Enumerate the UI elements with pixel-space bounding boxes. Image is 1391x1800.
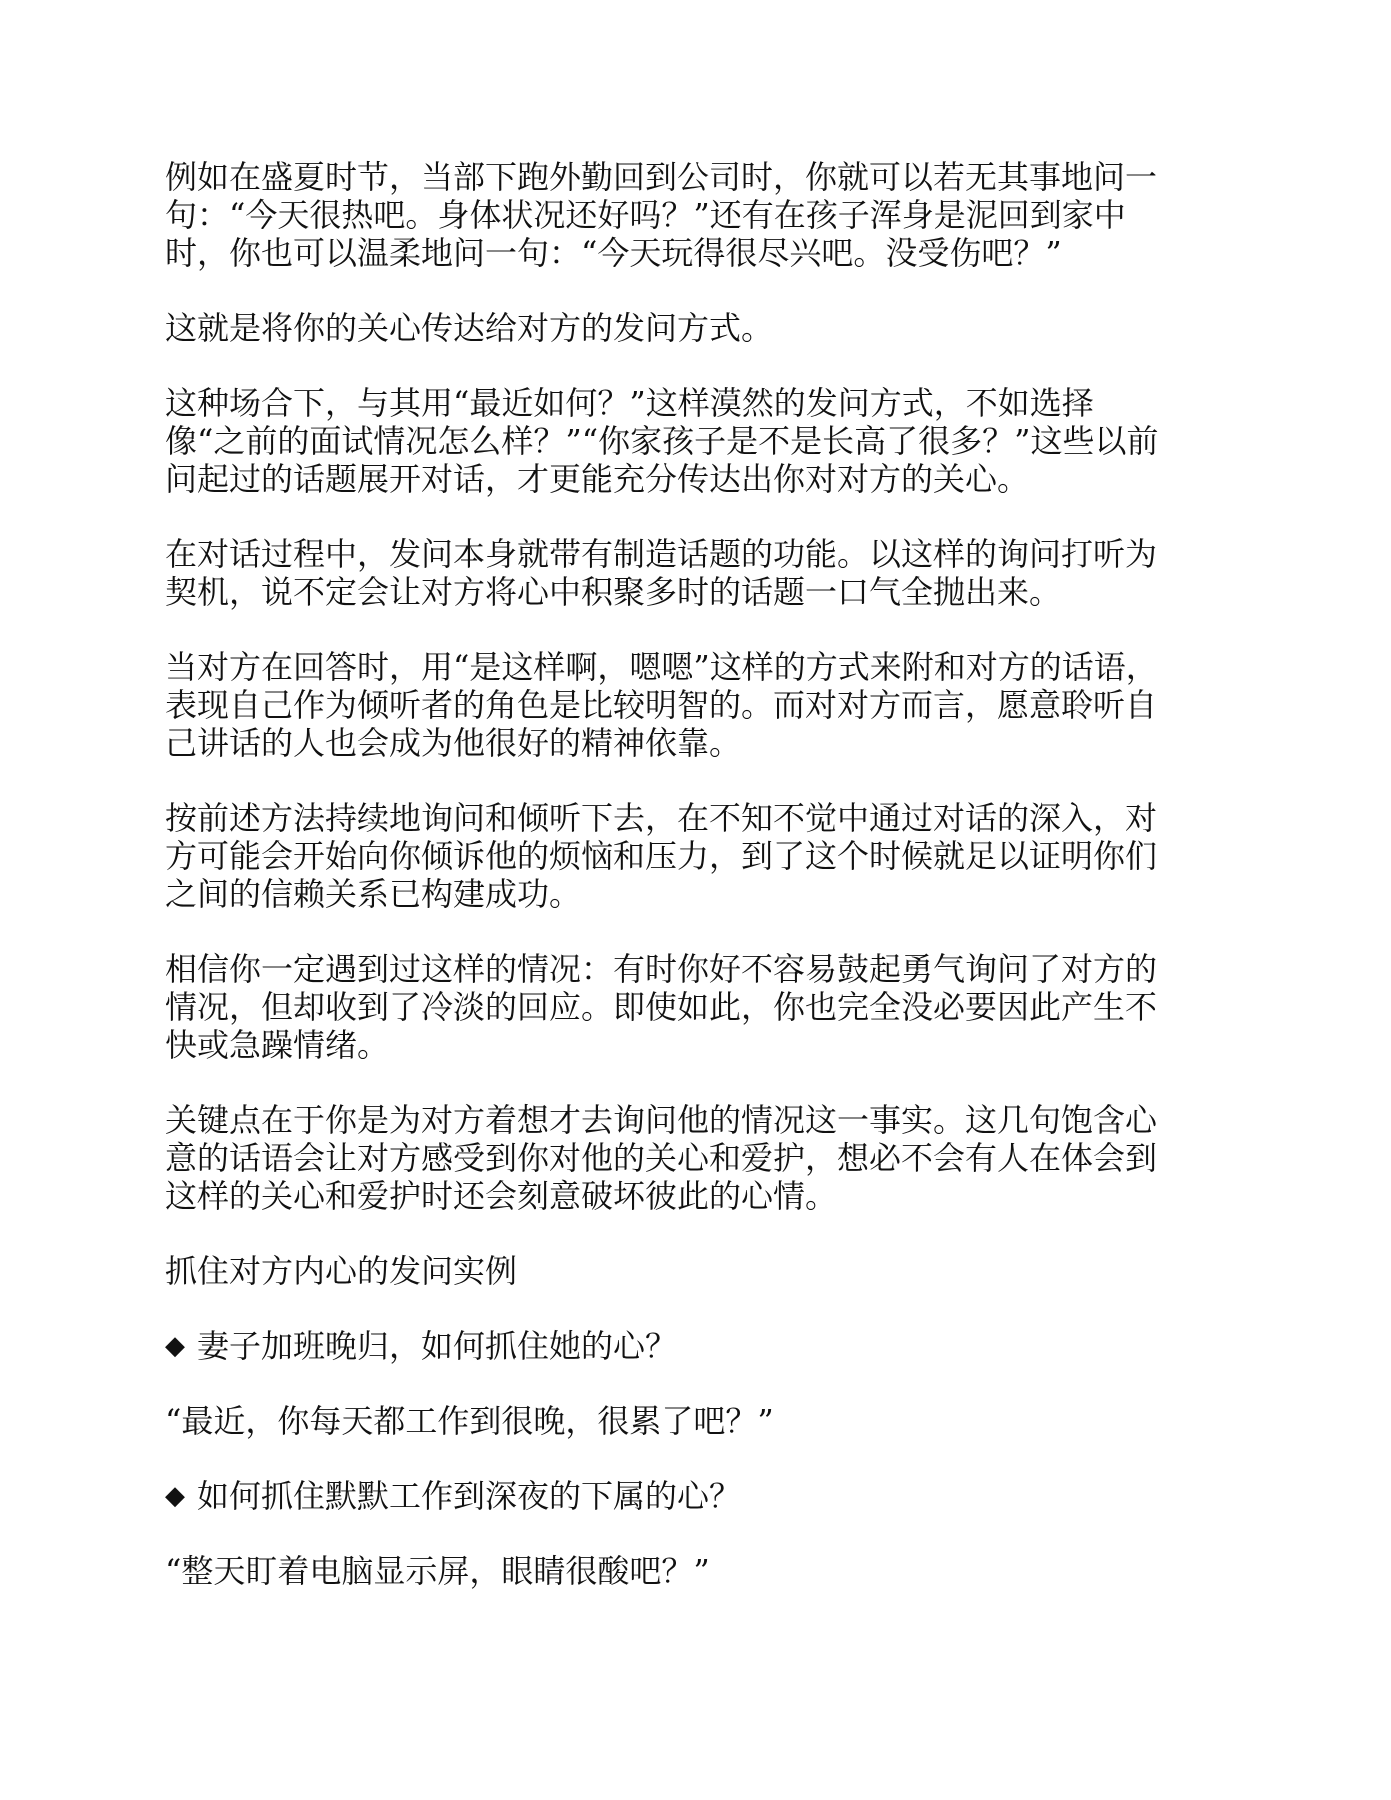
- paragraph: [165, 309, 1230, 347]
- example-question-text: 如何抓住默默工作到深夜的下属的心？: [197, 1477, 742, 1515]
- text-line: 之间的信赖关系已构建成功。: [165, 875, 582, 913]
- example-answer-text: “整天盯着电脑显示屏，眼睛很酸吧？”: [165, 1552, 710, 1590]
- text-line: 契机，说不定会让对方将心中积聚多时的话题一口气全抛出来。: [165, 573, 1062, 611]
- text-line: 快或急躁情绪。: [165, 1026, 390, 1064]
- text-line: 问起过的话题展开对话，才更能充分传达出你对对方的关心。: [165, 460, 1030, 498]
- document-body: [165, 158, 1230, 1627]
- example-answer: [165, 1552, 1230, 1590]
- text-line: 时，你也可以温柔地问一句：“今天玩得很尽兴吧。没受伤吧？”: [165, 234, 1062, 272]
- diamond-bullet-icon: ◆: [165, 1481, 185, 1511]
- text-line: 相信你一定遇到过这样的情况：有时你好不容易鼓起勇气询问了对方的: [165, 950, 1158, 988]
- text-line: 像“之前的面试情况怎么样？”“你家孩子是不是长高了很多？”这些以前: [165, 422, 1159, 460]
- text-line: 这就是将你的关心传达给对方的发问方式。: [165, 309, 774, 347]
- paragraph: [165, 1101, 1230, 1215]
- text-line: 当对方在回答时，用“是这样啊，嗯嗯”这样的方式来附和对方的话语，: [165, 648, 1158, 686]
- text-line: 在对话过程中，发问本身就带有制造话题的功能。以这样的询问打听为: [165, 535, 1158, 573]
- text-line: 这样的关心和爱护时还会刻意破坏彼此的心情。: [165, 1177, 838, 1215]
- text-line: 例如在盛夏时节，当部下跑外勤回到公司时，你就可以若无其事地问一: [165, 158, 1158, 196]
- paragraph: [165, 535, 1230, 611]
- text-line: 方可能会开始向你倾诉他的烦恼和压力，到了这个时候就足以证明你们: [165, 837, 1158, 875]
- example-question-text: 妻子加班晚归，如何抓住她的心？: [197, 1327, 678, 1365]
- text-line: 抓住对方内心的发问实例: [165, 1252, 518, 1290]
- text-line: 己讲话的人也会成为他很好的精神依靠。: [165, 724, 742, 762]
- text-line: 情况，但却收到了冷淡的回应。即使如此，你也完全没必要因此产生不: [165, 988, 1158, 1026]
- example-answer: [165, 1402, 1230, 1440]
- paragraph: [165, 799, 1230, 913]
- text-line: 表现自己作为倾听者的角色是比较明智的。而对对方而言，愿意聆听自: [165, 686, 1158, 724]
- paragraph: [165, 950, 1230, 1064]
- text-line: 意的话语会让对方感受到你对他的关心和爱护，想必不会有人在体会到: [165, 1139, 1158, 1177]
- text-line: 句：“今天很热吧。身体状况还好吗？”还有在孩子浑身是泥回到家中: [165, 196, 1126, 234]
- text-line: 按前述方法持续地询问和倾听下去，在不知不觉中通过对话的深入，对: [165, 799, 1158, 837]
- example-question: [165, 1477, 1230, 1515]
- diamond-bullet-icon: ◆: [165, 1331, 185, 1361]
- paragraph: [165, 648, 1230, 762]
- paragraph: [165, 158, 1230, 272]
- paragraph: [165, 384, 1230, 498]
- section-heading: [165, 1252, 1230, 1290]
- example-question: [165, 1327, 1230, 1365]
- example-answer-text: “最近，你每天都工作到很晚，很累了吧？”: [165, 1402, 774, 1440]
- text-line: 关键点在于你是为对方着想才去询问他的情况这一事实。这几句饱含心: [165, 1101, 1158, 1139]
- text-line: 这种场合下，与其用“最近如何？”这样漠然的发问方式，不如选择: [165, 384, 1094, 422]
